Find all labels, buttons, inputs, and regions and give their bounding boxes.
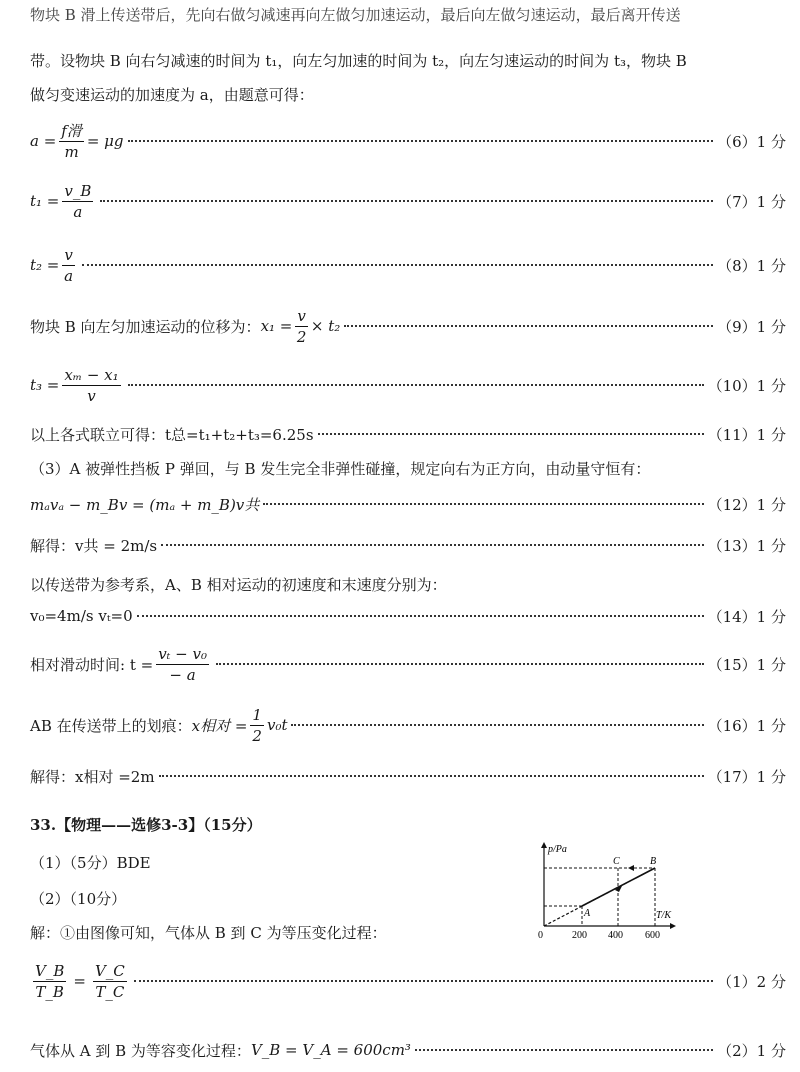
gas-equation-2-row (30, 1038, 786, 1062)
eq8-numerator: v (64, 245, 73, 264)
score-tag-gas-1: （1）2 分 (717, 972, 786, 991)
gas-eq1-denominator-right: T_C (95, 982, 125, 1001)
pressure-temperature-graph (520, 838, 680, 946)
gas-eq1-numerator-right: V_C (94, 961, 125, 980)
section-33-solution-intro: 解：①由图像可知，气体从 B 到 C 为等压变化过程： (30, 924, 387, 942)
score-tag-12: （12）1 分 (707, 495, 786, 514)
paragraph-line-1: 带。设物块 B 向右匀减速的时间为 t₁，向左匀加速的时间为 t₂，向左匀速运动的时间为 t₃，物块 B (30, 52, 687, 70)
eq6-rhs: = μg (86, 132, 124, 150)
eq14-values: v₀=4m/s vₜ=0 (30, 607, 133, 625)
eq9-lhs: x₁ = (260, 317, 293, 335)
equation-16-row (30, 702, 786, 748)
eq6-denominator: m (64, 142, 79, 161)
y-axis-arrow (541, 842, 547, 848)
eq7-denominator: a (73, 202, 83, 221)
eq9-text: 物块 B 向左匀加速运动的位移为： (30, 317, 261, 336)
eq15-text: 相对滑动时间: t = (30, 655, 154, 674)
score-tag-17: （17）1 分 (707, 767, 786, 786)
equation-10-row (30, 362, 786, 408)
tick-400: 400 (608, 930, 623, 941)
equation-11-row (30, 422, 786, 446)
score-tag-15: （15）1 分 (707, 655, 786, 674)
x-axis-arrow (670, 923, 676, 929)
score-tag-13: （13）1 分 (707, 536, 786, 555)
eq9-numerator: v (297, 306, 306, 325)
section-33-answer-1: （1）（5分）BDE (30, 854, 151, 872)
equation-6-row (30, 118, 786, 164)
eq10-denominator: v (87, 386, 96, 405)
leader-dots (216, 663, 704, 665)
score-tag-14: （14）1 分 (707, 607, 786, 626)
eq16-numerator: 1 (252, 705, 262, 724)
leader-dots (82, 264, 713, 266)
point-c-label: C (613, 856, 620, 867)
eq9-denominator: 2 (296, 327, 307, 346)
score-tag-11: （11）1 分 (707, 425, 786, 444)
leader-dots (100, 200, 713, 202)
part3-intro: （3）A 被弹性挡板 P 弹回，与 B 发生完全非弹性碰撞，规定向右为正方向，由动量守恒有： (30, 460, 651, 478)
point-b-label: B (650, 856, 657, 867)
y-axis-label: p/Pa (548, 844, 567, 855)
score-tag-10: （10）1 分 (707, 376, 786, 395)
eq6-fraction (59, 122, 84, 161)
leader-dots (344, 325, 713, 327)
leader-dots (291, 724, 703, 726)
eq7-numerator: v_B (64, 181, 92, 200)
eq12-momentum: mₐvₐ − m_Bv = (mₐ + m_B)v共 (30, 495, 260, 514)
eq16-lhs: x相对 = (191, 716, 248, 735)
equation-17-row (30, 764, 786, 788)
score-tag-9: （9）1 分 (717, 317, 786, 336)
origin-label: 0 (538, 930, 543, 941)
equation-12-row (30, 492, 786, 516)
leader-dots (128, 140, 714, 142)
eq16-denominator: 2 (252, 726, 262, 745)
score-tag-8: （8）1 分 (717, 256, 786, 275)
leader-dots (263, 503, 703, 505)
score-tag-7: （7）1 分 (717, 192, 786, 211)
eq10-fraction (62, 366, 120, 405)
eq16-fraction (250, 706, 264, 745)
leader-dots (137, 615, 704, 617)
eq6-lhs: a = (30, 132, 57, 150)
score-tag-6: （6）1 分 (717, 132, 786, 151)
leader-dots (159, 775, 704, 777)
eq15-denominator: − a (169, 665, 196, 684)
arrow-b-to-c (628, 865, 634, 871)
score-tag-16: （16）1 分 (707, 716, 786, 735)
relative-frame-intro: 以传送带为参考系，A、B 相对运动的初速度和末速度分别为： (30, 576, 447, 594)
eq9-fraction (295, 307, 307, 346)
gas-eq2-text: 气体从 A 到 B 为等容变化过程： (30, 1041, 251, 1060)
eq8-denominator: a (64, 266, 74, 285)
equation-8-row (30, 242, 786, 288)
eq10-lhs: t₃ = (30, 376, 60, 394)
tick-600: 600 (645, 930, 660, 941)
equation-13-row (30, 533, 786, 557)
section-33-title: 33.【物理——选修3-3】（15分） (30, 816, 262, 834)
score-tag-gas-2: （2）1 分 (717, 1041, 786, 1060)
section-33-answer-2: （2）（10分） (30, 890, 127, 908)
paragraph-line-2: 做匀变速运动的加速度为 a，由题意可得： (30, 86, 314, 104)
eq8-lhs: t₂ = (30, 256, 60, 274)
leader-dots (128, 384, 704, 386)
eq11-text: 以上各式联立可得：t总=t₁+t₂+t₃=6.25s (30, 425, 314, 444)
gas-eq1-denominator-left: T_B (35, 982, 64, 1001)
eq7-fraction (62, 182, 93, 221)
leader-dots (415, 1049, 713, 1051)
equation-14-row (30, 604, 786, 628)
eq7-lhs: t₁ = (30, 192, 60, 210)
equation-7-row (30, 178, 786, 224)
tick-200: 200 (572, 930, 587, 941)
eq15-numerator: vₜ − v₀ (158, 644, 207, 663)
leader-dots (161, 544, 703, 546)
gas-equation-1-row (30, 954, 786, 1008)
eq16-text: AB 在传送带上的划痕： (30, 716, 192, 735)
eq8-fraction (62, 246, 74, 285)
gas-eq1-fraction-right (93, 962, 127, 1001)
leader-dots (318, 433, 704, 435)
eq10-numerator: xₘ − x₁ (64, 365, 119, 384)
eq6-numerator: f滑 (61, 121, 82, 140)
equation-15-row (30, 641, 786, 687)
eq15-fraction (156, 645, 209, 684)
gas-eq1-equals: = (73, 972, 86, 990)
top-line-cut: 物块 B 滑上传送带后，先向右做匀减速再向左做匀加速运动，最后向左做匀速运动，最后离开传送 (30, 6, 681, 24)
gas-eq1-numerator-left: V_B (35, 961, 65, 980)
gas-eq1-fraction-left (33, 962, 66, 1001)
eq9-rhs: × t₂ (310, 317, 341, 335)
x-axis-label: T/K (656, 910, 672, 921)
equation-9-row (30, 303, 786, 349)
gas-eq2-equation: V_B = V_A = 600cm³ (250, 1041, 411, 1059)
eq17-text: 解得：x相对 =2m (30, 767, 155, 786)
eq13-text: 解得：v共 = 2m/s (30, 536, 158, 555)
leader-dots (134, 980, 713, 982)
eq16-rhs: v₀t (266, 716, 288, 734)
point-a-label: A (584, 908, 591, 919)
